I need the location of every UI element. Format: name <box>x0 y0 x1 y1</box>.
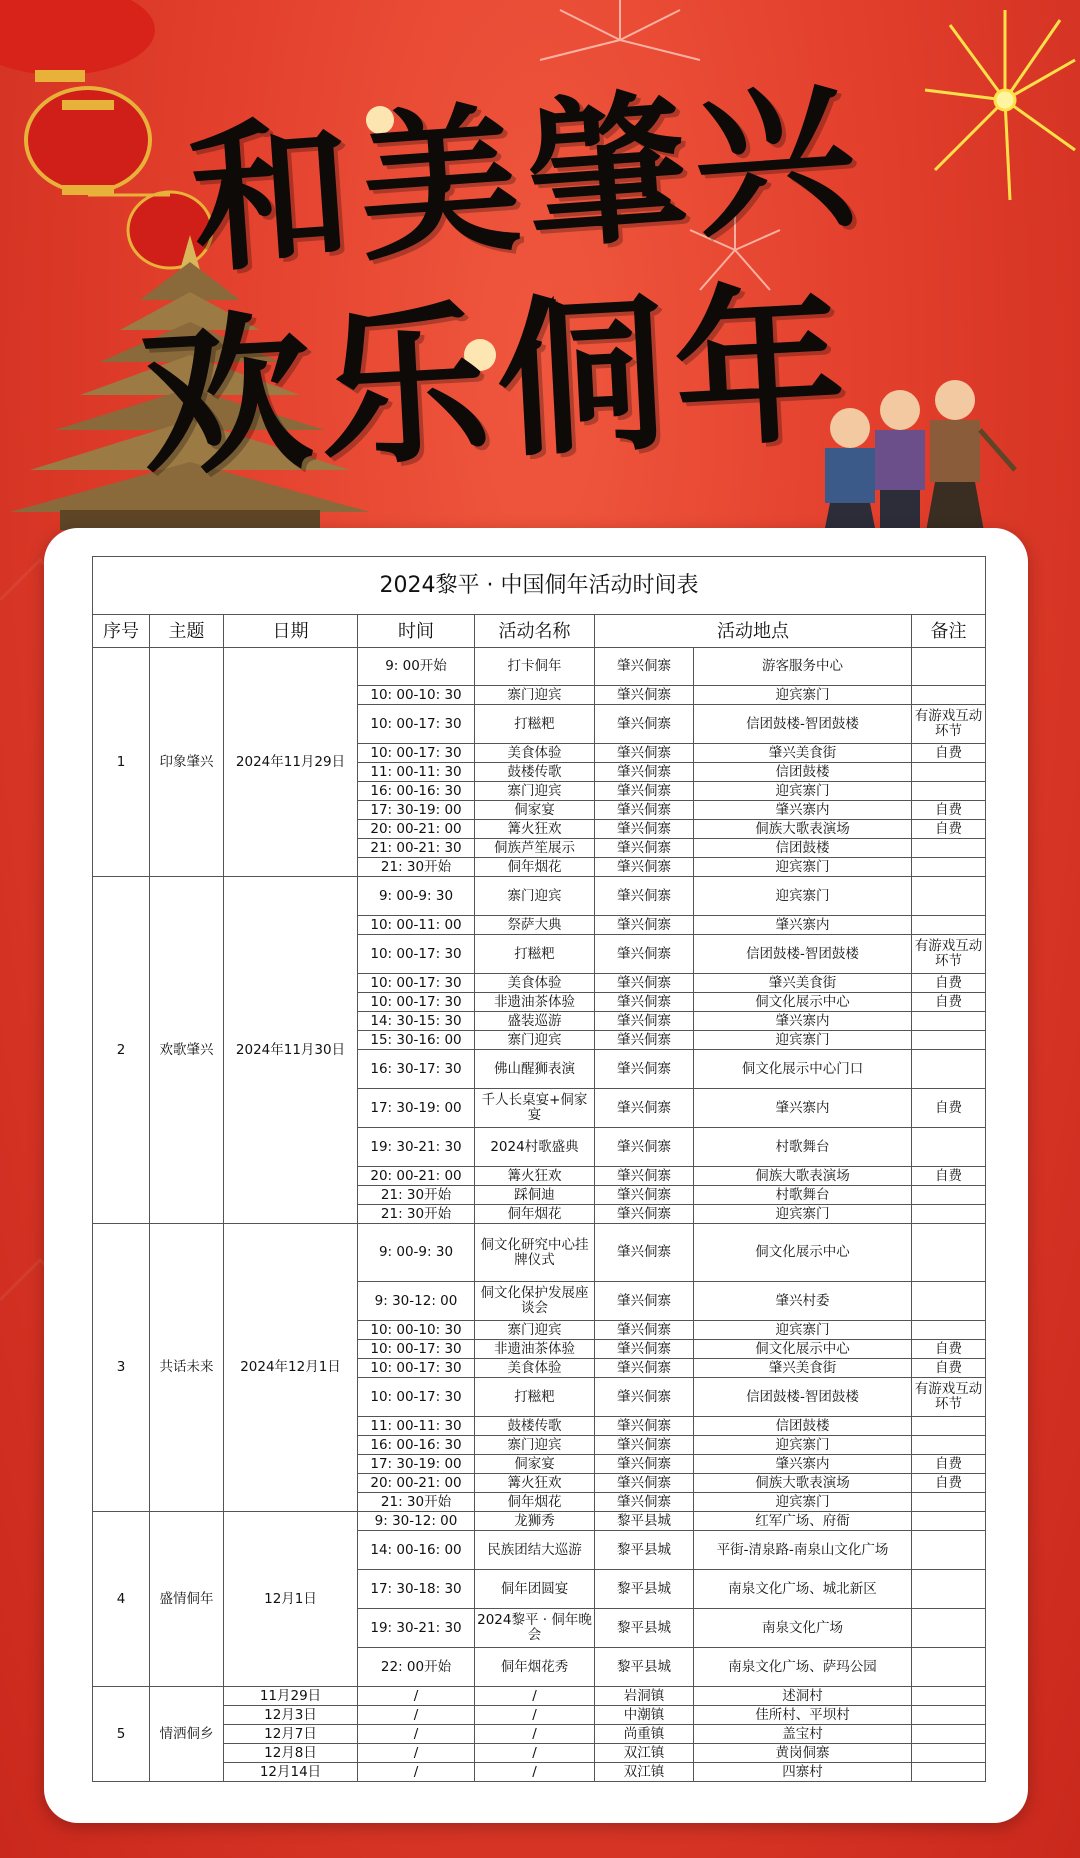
town-cell: 肇兴侗寨 <box>595 1012 694 1031</box>
activity-cell: 寨门迎宾 <box>475 877 595 916</box>
note-cell <box>912 1570 986 1609</box>
time-cell: 10: 00-17: 30 <box>358 974 475 993</box>
note-cell: 自费 <box>912 974 986 993</box>
town-cell: 肇兴侗寨 <box>595 1321 694 1340</box>
time-cell: 9: 00开始 <box>358 648 475 686</box>
venue-cell: 南泉文化广场、萨玛公园 <box>694 1648 912 1687</box>
table-row <box>93 1224 986 1282</box>
note-cell <box>912 1512 986 1531</box>
venue-cell: 信团鼓楼 <box>694 839 912 858</box>
venue-cell: 信团鼓楼 <box>694 763 912 782</box>
time-cell: 17: 30-19: 00 <box>358 1089 475 1128</box>
note-cell: 自费 <box>912 993 986 1012</box>
venue-cell: 盖宝村 <box>694 1725 912 1744</box>
venue-cell: 南泉文化广场、城北新区 <box>694 1570 912 1609</box>
town-cell: 肇兴侗寨 <box>595 1128 694 1167</box>
activity-cell: 侗家宴 <box>475 801 595 820</box>
time-cell: 9: 30-12: 00 <box>358 1282 475 1321</box>
town-cell: 肇兴侗寨 <box>595 1340 694 1359</box>
activity-cell: 非遗油茶体验 <box>475 993 595 1012</box>
activity-cell: 侗文化保护发展座谈会 <box>475 1282 595 1321</box>
venue-cell: 迎宾寨门 <box>694 858 912 877</box>
venue-cell: 迎宾寨门 <box>694 1031 912 1050</box>
town-cell: 黎平县城 <box>595 1570 694 1609</box>
venue-cell: 肇兴寨内 <box>694 801 912 820</box>
schedule-table <box>92 556 986 1782</box>
note-cell <box>912 1417 986 1436</box>
time-cell: 11: 00-11: 30 <box>358 763 475 782</box>
activity-cell: / <box>475 1725 595 1744</box>
venue-cell: 信团鼓楼-智团鼓楼 <box>694 1378 912 1417</box>
time-cell: / <box>358 1744 475 1763</box>
group-number-cell: 4 <box>93 1512 150 1687</box>
time-cell: 16: 00-16: 30 <box>358 1436 475 1455</box>
note-cell <box>912 763 986 782</box>
note-cell <box>912 1224 986 1282</box>
venue-cell: 侗文化展示中心 <box>694 1224 912 1282</box>
venue-cell: 信团鼓楼-智团鼓楼 <box>694 705 912 744</box>
town-cell: 肇兴侗寨 <box>595 801 694 820</box>
header-cell: 活动地点 <box>595 615 912 648</box>
time-cell: 19: 30-21: 30 <box>358 1609 475 1648</box>
note-cell <box>912 839 986 858</box>
note-cell <box>912 1205 986 1224</box>
town-cell: 肇兴侗寨 <box>595 1493 694 1512</box>
time-cell: 21: 30开始 <box>358 1205 475 1224</box>
venue-cell: 肇兴寨内 <box>694 1012 912 1031</box>
activity-cell: 美食体验 <box>475 974 595 993</box>
header-cell: 备注 <box>912 615 986 648</box>
note-cell <box>912 916 986 935</box>
town-cell: 肇兴侗寨 <box>595 1417 694 1436</box>
headline <box>0 0 1080 520</box>
venue-cell: 村歌舞台 <box>694 1186 912 1205</box>
note-cell <box>912 1531 986 1570</box>
note-cell <box>912 648 986 686</box>
group-number-cell: 1 <box>93 648 150 877</box>
date-cell: 12月14日 <box>224 1763 358 1782</box>
note-cell <box>912 1744 986 1763</box>
town-cell: 黎平县城 <box>595 1648 694 1687</box>
note-cell <box>912 1031 986 1050</box>
town-cell: 肇兴侗寨 <box>595 1205 694 1224</box>
note-cell <box>912 1128 986 1167</box>
header-cell: 时间 <box>358 615 475 648</box>
town-cell: 双江镇 <box>595 1763 694 1782</box>
table-row <box>93 1706 986 1725</box>
venue-cell: 肇兴美食街 <box>694 1359 912 1378</box>
note-cell <box>912 1687 986 1706</box>
group-theme-cell: 盛情侗年 <box>150 1512 224 1687</box>
time-cell: / <box>358 1687 475 1706</box>
venue-cell: 迎宾寨门 <box>694 877 912 916</box>
venue-cell: 游客服务中心 <box>694 648 912 686</box>
note-cell: 自费 <box>912 1474 986 1493</box>
activity-cell: 篝火狂欢 <box>475 820 595 839</box>
note-cell <box>912 782 986 801</box>
town-cell: 双江镇 <box>595 1744 694 1763</box>
note-cell <box>912 1725 986 1744</box>
table-row <box>93 877 986 916</box>
activity-cell: 侗年烟花 <box>475 1205 595 1224</box>
time-cell: 11: 00-11: 30 <box>358 1417 475 1436</box>
activity-cell: 民族团结大巡游 <box>475 1531 595 1570</box>
date-cell: 12月7日 <box>224 1725 358 1744</box>
header-cell: 日期 <box>224 615 358 648</box>
time-cell: 10: 00-17: 30 <box>358 1340 475 1359</box>
venue-cell: 平街-清泉路-南泉山文化广场 <box>694 1531 912 1570</box>
date-cell: 11月29日 <box>224 1687 358 1706</box>
note-cell <box>912 1012 986 1031</box>
group-date-cell: 2024年12月1日 <box>224 1224 358 1512</box>
time-cell: 10: 00-17: 30 <box>358 1359 475 1378</box>
venue-cell: 肇兴寨内 <box>694 1089 912 1128</box>
time-cell: 21: 00-21: 30 <box>358 839 475 858</box>
town-cell: 黎平县城 <box>595 1531 694 1570</box>
time-cell: 15: 30-16: 00 <box>358 1031 475 1050</box>
activity-cell: / <box>475 1763 595 1782</box>
venue-cell: 述洞村 <box>694 1687 912 1706</box>
venue-cell: 侗文化展示中心门口 <box>694 1050 912 1089</box>
note-cell: 有游戏互动环节 <box>912 935 986 974</box>
activity-cell: / <box>475 1706 595 1725</box>
venue-cell: 肇兴美食街 <box>694 744 912 763</box>
time-cell: 22: 00开始 <box>358 1648 475 1687</box>
activity-cell: 佛山醒狮表演 <box>475 1050 595 1089</box>
time-cell: 16: 00-16: 30 <box>358 782 475 801</box>
time-cell: 17: 30-19: 00 <box>358 801 475 820</box>
venue-cell: 迎宾寨门 <box>694 686 912 705</box>
town-cell: 肇兴侗寨 <box>595 744 694 763</box>
table-row <box>93 1687 986 1706</box>
note-cell <box>912 1282 986 1321</box>
note-cell: 自费 <box>912 1359 986 1378</box>
activity-cell: 侗族芦笙展示 <box>475 839 595 858</box>
time-cell: 9: 00-9: 30 <box>358 877 475 916</box>
note-cell: 自费 <box>912 1089 986 1128</box>
time-cell: 10: 00-17: 30 <box>358 935 475 974</box>
time-cell: 10: 00-10: 30 <box>358 686 475 705</box>
time-cell: 10: 00-17: 30 <box>358 705 475 744</box>
time-cell: / <box>358 1763 475 1782</box>
note-cell <box>912 1648 986 1687</box>
table-row <box>93 1725 986 1744</box>
note-cell <box>912 1763 986 1782</box>
group-number-cell: 2 <box>93 877 150 1224</box>
venue-cell: 侗族大歌表演场 <box>694 1167 912 1186</box>
activity-cell: 龙狮秀 <box>475 1512 595 1531</box>
activity-cell: 非遗油茶体验 <box>475 1340 595 1359</box>
town-cell: 肇兴侗寨 <box>595 1474 694 1493</box>
time-cell: 21: 30开始 <box>358 1493 475 1512</box>
town-cell: 肇兴侗寨 <box>595 705 694 744</box>
time-cell: 20: 00-21: 00 <box>358 1167 475 1186</box>
date-cell: 12月8日 <box>224 1744 358 1763</box>
activity-cell: 侗年团圆宴 <box>475 1570 595 1609</box>
venue-cell: 迎宾寨门 <box>694 1205 912 1224</box>
town-cell: 肇兴侗寨 <box>595 1436 694 1455</box>
time-cell: 9: 30-12: 00 <box>358 1512 475 1531</box>
note-cell: 自费 <box>912 744 986 763</box>
town-cell: 肇兴侗寨 <box>595 820 694 839</box>
venue-cell: 侗文化展示中心 <box>694 1340 912 1359</box>
table-row <box>93 1512 986 1531</box>
activity-cell: 侗年烟花 <box>475 858 595 877</box>
schedule-title: 2024黎平 · 中国侗年活动时间表 <box>93 557 986 615</box>
group-theme-cell: 共话未来 <box>150 1224 224 1512</box>
activity-cell: 侗年烟花 <box>475 1493 595 1512</box>
town-cell: 肇兴侗寨 <box>595 974 694 993</box>
time-cell: 10: 00-17: 30 <box>358 1378 475 1417</box>
table-row <box>93 1763 986 1782</box>
venue-cell: 佳所村、平坝村 <box>694 1706 912 1725</box>
venue-cell: 信团鼓楼-智团鼓楼 <box>694 935 912 974</box>
town-cell: 肇兴侗寨 <box>595 858 694 877</box>
headline-line-2: 欢乐侗年 <box>136 263 858 501</box>
table-row <box>93 1744 986 1763</box>
group-number-cell: 3 <box>93 1224 150 1512</box>
time-cell: 14: 00-16: 00 <box>358 1531 475 1570</box>
date-cell: 12月3日 <box>224 1706 358 1725</box>
note-cell: 自费 <box>912 820 986 839</box>
note-cell: 自费 <box>912 1455 986 1474</box>
table-row <box>93 648 986 686</box>
activity-cell: 2024黎平 · 侗年晚会 <box>475 1609 595 1648</box>
town-cell: 肇兴侗寨 <box>595 1186 694 1205</box>
town-cell: 中潮镇 <box>595 1706 694 1725</box>
town-cell: 肇兴侗寨 <box>595 1167 694 1186</box>
time-cell: 17: 30-19: 00 <box>358 1455 475 1474</box>
activity-cell: 侗年烟花秀 <box>475 1648 595 1687</box>
town-cell: 尚重镇 <box>595 1725 694 1744</box>
time-cell: 10: 00-17: 30 <box>358 993 475 1012</box>
town-cell: 肇兴侗寨 <box>595 686 694 705</box>
town-cell: 肇兴侗寨 <box>595 877 694 916</box>
note-cell: 自费 <box>912 801 986 820</box>
activity-cell: 打糍粑 <box>475 705 595 744</box>
time-cell: 19: 30-21: 30 <box>358 1128 475 1167</box>
venue-cell: 黄岗侗寨 <box>694 1744 912 1763</box>
time-cell: 10: 00-10: 30 <box>358 1321 475 1340</box>
venue-cell: 迎宾寨门 <box>694 1436 912 1455</box>
header-cell: 活动名称 <box>475 615 595 648</box>
venue-cell: 肇兴美食街 <box>694 974 912 993</box>
venue-cell: 村歌舞台 <box>694 1128 912 1167</box>
town-cell: 肇兴侗寨 <box>595 1359 694 1378</box>
town-cell: 肇兴侗寨 <box>595 763 694 782</box>
activity-cell: 美食体验 <box>475 744 595 763</box>
note-cell <box>912 1436 986 1455</box>
venue-cell: 南泉文化广场 <box>694 1609 912 1648</box>
activity-cell: 打糍粑 <box>475 1378 595 1417</box>
header-cell: 主题 <box>150 615 224 648</box>
activity-cell: 寨门迎宾 <box>475 1436 595 1455</box>
time-cell: 21: 30开始 <box>358 1186 475 1205</box>
venue-cell: 四寨村 <box>694 1763 912 1782</box>
activity-cell: 千人长桌宴+侗家宴 <box>475 1089 595 1128</box>
note-cell: 自费 <box>912 1167 986 1186</box>
venue-cell: 肇兴寨内 <box>694 1455 912 1474</box>
venue-cell: 侗族大歌表演场 <box>694 1474 912 1493</box>
town-cell: 肇兴侗寨 <box>595 1224 694 1282</box>
town-cell: 肇兴侗寨 <box>595 916 694 935</box>
activity-cell: 侗家宴 <box>475 1455 595 1474</box>
time-cell: / <box>358 1725 475 1744</box>
time-cell: 16: 30-17: 30 <box>358 1050 475 1089</box>
town-cell: 肇兴侗寨 <box>595 1455 694 1474</box>
town-cell: 肇兴侗寨 <box>595 1378 694 1417</box>
group-theme-cell: 情洒侗乡 <box>150 1687 224 1782</box>
town-cell: 肇兴侗寨 <box>595 782 694 801</box>
venue-cell: 肇兴村委 <box>694 1282 912 1321</box>
town-cell: 肇兴侗寨 <box>595 648 694 686</box>
activity-cell: 美食体验 <box>475 1359 595 1378</box>
town-cell: 黎平县城 <box>595 1512 694 1531</box>
town-cell: 肇兴侗寨 <box>595 1050 694 1089</box>
group-date-cell: 12月1日 <box>224 1512 358 1687</box>
time-cell: 9: 00-9: 30 <box>358 1224 475 1282</box>
note-cell <box>912 1050 986 1089</box>
headline-line-1: 和美肇兴 <box>185 60 869 296</box>
activity-cell: 打卡侗年 <box>475 648 595 686</box>
note-cell <box>912 1609 986 1648</box>
activity-cell: / <box>475 1687 595 1706</box>
town-cell: 肇兴侗寨 <box>595 993 694 1012</box>
activity-cell: 踩侗迪 <box>475 1186 595 1205</box>
group-theme-cell: 印象肇兴 <box>150 648 224 877</box>
time-cell: 21: 30开始 <box>358 858 475 877</box>
venue-cell: 迎宾寨门 <box>694 782 912 801</box>
activity-cell: 寨门迎宾 <box>475 1321 595 1340</box>
venue-cell: 红军广场、府衙 <box>694 1512 912 1531</box>
town-cell: 肇兴侗寨 <box>595 1031 694 1050</box>
town-cell: 肇兴侗寨 <box>595 839 694 858</box>
time-cell: 10: 00-17: 30 <box>358 744 475 763</box>
note-cell: 有游戏互动环节 <box>912 1378 986 1417</box>
time-cell: 20: 00-21: 00 <box>358 820 475 839</box>
activity-cell: 祭萨大典 <box>475 916 595 935</box>
time-cell: 20: 00-21: 00 <box>358 1474 475 1493</box>
activity-cell: 盛装巡游 <box>475 1012 595 1031</box>
time-cell: 14: 30-15: 30 <box>358 1012 475 1031</box>
note-cell <box>912 1706 986 1725</box>
note-cell <box>912 877 986 916</box>
time-cell: 10: 00-11: 00 <box>358 916 475 935</box>
header-row <box>93 615 986 648</box>
activity-cell: 寨门迎宾 <box>475 782 595 801</box>
group-date-cell: 2024年11月29日 <box>224 648 358 877</box>
note-cell: 有游戏互动环节 <box>912 705 986 744</box>
group-date-cell: 2024年11月30日 <box>224 877 358 1224</box>
activity-cell: 打糍粑 <box>475 935 595 974</box>
venue-cell: 肇兴寨内 <box>694 916 912 935</box>
venue-cell: 迎宾寨门 <box>694 1321 912 1340</box>
activity-cell: 鼓楼传歌 <box>475 763 595 782</box>
venue-cell: 信团鼓楼 <box>694 1417 912 1436</box>
group-theme-cell: 欢歌肇兴 <box>150 877 224 1224</box>
activity-cell: 2024村歌盛典 <box>475 1128 595 1167</box>
activity-cell: / <box>475 1744 595 1763</box>
note-cell: 自费 <box>912 1340 986 1359</box>
activity-cell: 篝火狂欢 <box>475 1474 595 1493</box>
note-cell <box>912 1493 986 1512</box>
note-cell <box>912 858 986 877</box>
town-cell: 肇兴侗寨 <box>595 935 694 974</box>
schedule-body <box>93 648 986 1782</box>
venue-cell: 侗族大歌表演场 <box>694 820 912 839</box>
activity-cell: 篝火狂欢 <box>475 1167 595 1186</box>
activity-cell: 侗文化研究中心挂牌仪式 <box>475 1224 595 1282</box>
note-cell <box>912 686 986 705</box>
activity-cell: 鼓楼传歌 <box>475 1417 595 1436</box>
note-cell <box>912 1321 986 1340</box>
header-cell: 序号 <box>93 615 150 648</box>
group-number-cell: 5 <box>93 1687 150 1782</box>
town-cell: 肇兴侗寨 <box>595 1282 694 1321</box>
venue-cell: 迎宾寨门 <box>694 1493 912 1512</box>
time-cell: 17: 30-18: 30 <box>358 1570 475 1609</box>
time-cell: / <box>358 1706 475 1725</box>
note-cell <box>912 1186 986 1205</box>
town-cell: 肇兴侗寨 <box>595 1089 694 1128</box>
activity-cell: 寨门迎宾 <box>475 1031 595 1050</box>
activity-cell: 寨门迎宾 <box>475 686 595 705</box>
venue-cell: 侗文化展示中心 <box>694 993 912 1012</box>
town-cell: 岩洞镇 <box>595 1687 694 1706</box>
town-cell: 黎平县城 <box>595 1609 694 1648</box>
